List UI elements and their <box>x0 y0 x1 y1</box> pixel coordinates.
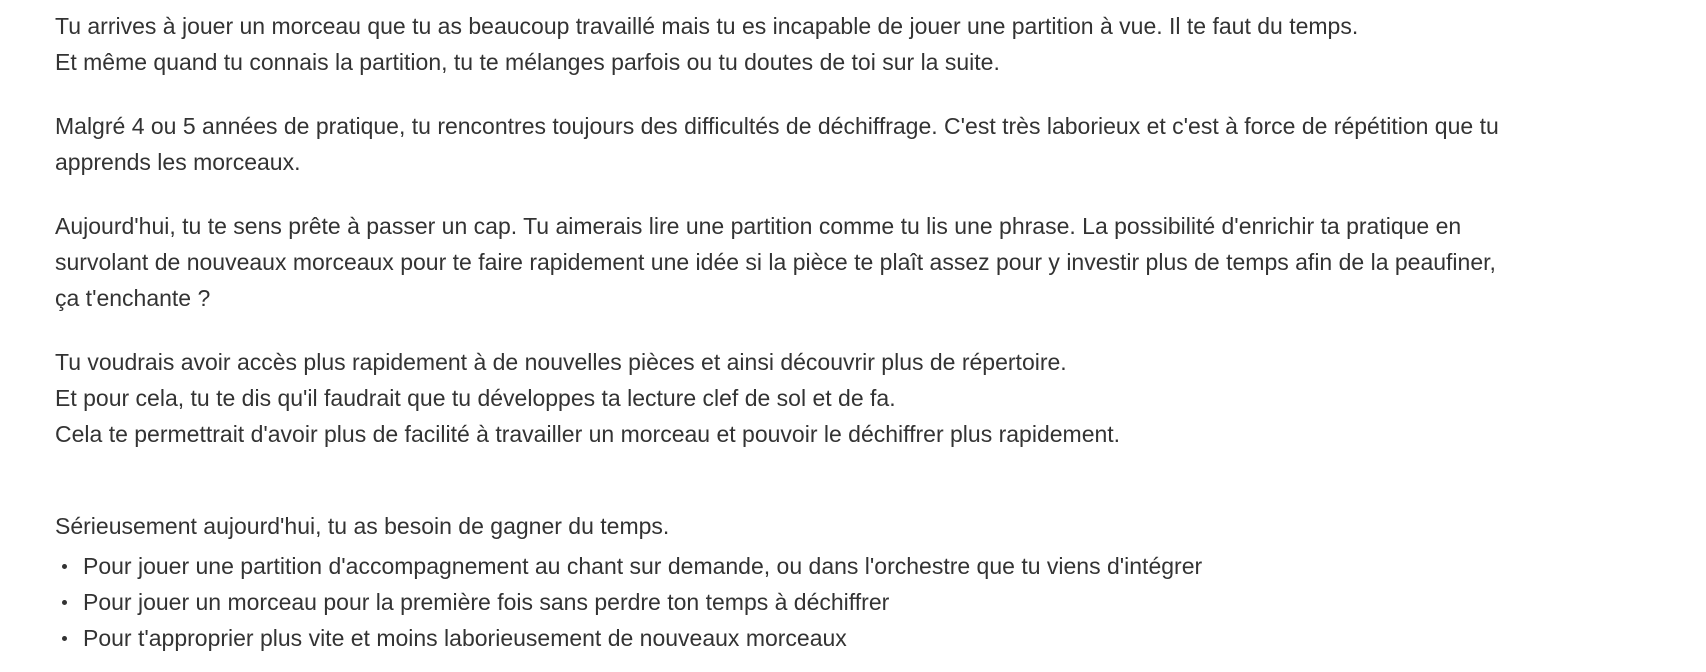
paragraph-line: Tu voudrais avoir accès plus rapidement à de nouvelles pièces et ainsi découvrir plus de répertoire. <box>55 349 1067 375</box>
paragraph-line: Aujourd'hui, tu te sens prête à passer un cap. Tu aimerais lire une partition comme tu lis une phrase. La possibilité d'enrichir ta pratique en <box>55 213 1462 239</box>
paragraph-ambition <box>55 208 1695 316</box>
paragraph-line: Et même quand tu connais la partition, tu te mélanges parfois ou tu doutes de toi sur la suite. <box>55 49 1000 75</box>
list-item-text: Pour jouer un morceau pour la première fois sans perdre ton temps à déchiffrer <box>83 589 890 615</box>
bullet-icon <box>62 600 67 605</box>
paragraph-line: Malgré 4 ou 5 années de pratique, tu rencontres toujours des difficultés de déchiffrage. C'est très laborieux et c'est à force de répétition que tu <box>55 113 1499 139</box>
article-body <box>55 8 1695 656</box>
paragraph-line: ça t'enchante ? <box>55 285 211 311</box>
list-item <box>55 620 1695 656</box>
paragraph-practice-years <box>55 108 1695 180</box>
paragraph-sight-reading <box>55 8 1695 80</box>
benefits-list <box>55 548 1695 656</box>
paragraph-line: Tu arrives à jouer un morceau que tu as beaucoup travaillé mais tu es incapable de jouer une partition à vue. Il te faut du temps. <box>55 13 1359 39</box>
list-item-text: Pour jouer une partition d'accompagnement au chant sur demande, ou dans l'orchestre que tu viens d'intégrer <box>83 553 1203 579</box>
list-item <box>55 548 1695 584</box>
bullet-icon <box>62 564 67 569</box>
list-item-text: Pour t'approprier plus vite et moins laborieusement de nouveaux morceaux <box>83 625 847 651</box>
paragraph-repertoire <box>55 344 1695 452</box>
paragraph-line: apprends les morceaux. <box>55 149 301 175</box>
bullet-icon <box>62 636 67 641</box>
paragraph-line: Cela te permettrait d'avoir plus de facilité à travailler un morceau et pouvoir le déchiffrer plus rapidement. <box>55 421 1121 447</box>
paragraph-line: Et pour cela, tu te dis qu'il faudrait que tu développes ta lecture clef de sol et de fa. <box>55 385 896 411</box>
list-item <box>55 584 1695 620</box>
bullet-intro: Sérieusement aujourd'hui, tu as besoin de gagner du temps. <box>55 513 670 539</box>
paragraph-line: survolant de nouveaux morceaux pour te faire rapidement une idée si la pièce te plaît assez pour y investir plus de temps afin de la peaufiner, <box>55 249 1496 275</box>
